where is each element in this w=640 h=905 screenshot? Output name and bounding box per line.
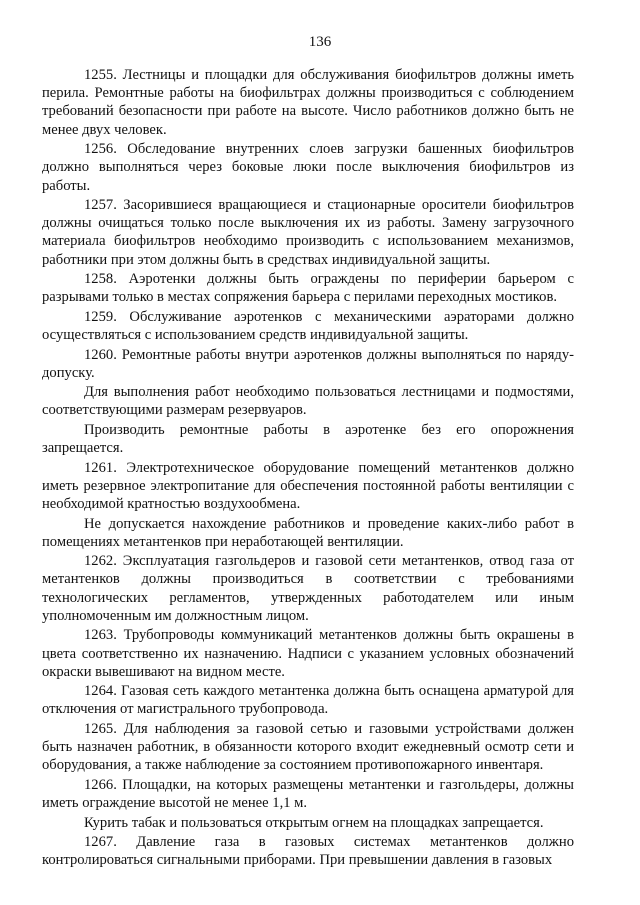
- paragraph-1255: 1255. Лестницы и площадки для обслуживания биофильтров должны иметь перила. Ремонтные работы на биофильтрах должны производиться с соблюдением требований безопасности при работе на высоте. Число работников должно быть не менее двух человек.: [42, 67, 574, 138]
- paragraph-1265: 1265. Для наблюдения за газовой сетью и газовыми устройствами должен быть назначен работник, в обязанности которого входит ежедневный осмотр сети и оборудования, а также наблюдение за состоянием противопожарного инвентаря.: [42, 720, 574, 774]
- paragraph-1264: 1264. Газовая сеть каждого метантенка должна быть оснащена арматурой для отключения от магистрального трубопровода.: [42, 683, 574, 718]
- paragraph-1267: 1267. Давление газа в газовых системах метантенков должно контролироваться сигнальными приборами. При превышении давления в газовых: [42, 834, 574, 869]
- page-number: 136: [308, 34, 332, 50]
- paragraph-1260-ladders: Для выполнения работ необходимо пользоваться лестницами и подмостями, соответствующими размерам резервуаров.: [42, 384, 574, 419]
- paragraph-1261-ventilation: Не допускается нахождение работников и проведение каких-либо работ в помещениях метантенков при неработающей вентиляции.: [42, 515, 574, 550]
- paragraph-1262: 1262. Эксплуатация газгольдеров и газовой сети метантенков, отвод газа от метантенков должны производиться в соответствии с требованиями технологических регламентов, утвержденных работодателем или иным уполномоченным им должностным лицом.: [42, 553, 574, 624]
- paragraph-1257: 1257. Засорившиеся вращающиеся и стационарные оросители биофильтров должны очищаться только после выключения их из работы. Замену загрузочного материала биофильтров необходимо производить с использованием механизмов, работники при этом должны быть в средствах индивидуальной защиты.: [42, 197, 574, 268]
- paragraph-1266-smoking: Курить табак и пользоваться открытым огнем на площадках запрещается.: [84, 814, 544, 831]
- paragraph-1260: 1260. Ремонтные работы внутри аэротенков должны выполняться по наряду-допуску.: [42, 346, 574, 381]
- paragraph-1258: 1258. Аэротенки должны быть ограждены по периферии барьером с разрывами только в местах сопряжения барьера с перилами переходных мостиков.: [42, 271, 574, 306]
- paragraph-1263: 1263. Трубопроводы коммуникаций метантенков должны быть окрашены в цвета соответственно их назначению. Надписи с указанием условных обозначений окраски вывешивают на видном месте.: [42, 627, 574, 680]
- paragraph-1266: 1266. Площадки, на которых размещены метантенки и газгольдеры, должны иметь ограждение высотой не менее 1,1 м.: [42, 776, 574, 812]
- paragraph-1260-prohibition: Производить ремонтные работы в аэротенке без его опорожнения запрещается.: [42, 421, 574, 457]
- paragraph-1256: 1256. Обследование внутренних слоев загрузки башенных биофильтров должно выполняться через боковые люки после выключения биофильтров из работы.: [42, 141, 574, 194]
- body-text: [42, 66, 574, 871]
- paragraph-1261: 1261. Электротехническое оборудование помещений метантенков должно иметь резервное электропитание для обеспечения постоянной работы вентиляции с необходимой кратностью воздухообмена.: [42, 459, 574, 513]
- paragraph-1259: 1259. Обслуживание аэротенков с механическими аэраторами должно осуществляться с использованием средств индивидуальной защиты.: [42, 308, 574, 344]
